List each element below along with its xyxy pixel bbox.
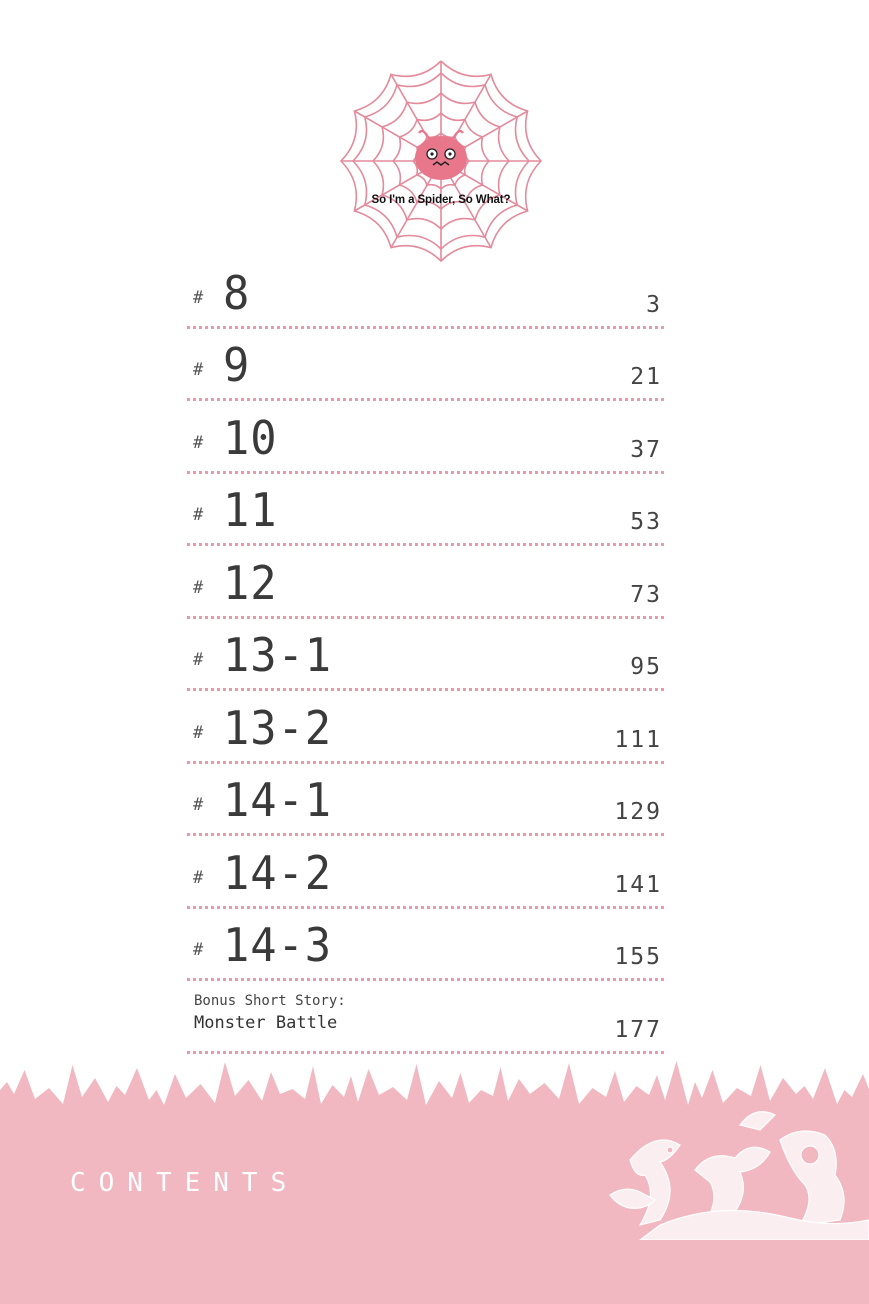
toc-row: [187, 619, 664, 692]
chapter-hash: #: [193, 287, 204, 308]
page-number: 129: [614, 799, 662, 825]
chapter-number: 11: [223, 483, 278, 537]
bonus-subtitle: Bonus Short Story:: [194, 993, 346, 1009]
chapter-hash: #: [193, 505, 204, 525]
page-number: 141: [614, 871, 662, 898]
toc-row: [187, 546, 664, 619]
chapter-hash: #: [193, 432, 204, 453]
bonus-title: Monster Battle: [194, 1013, 338, 1033]
page-number: 53: [630, 509, 662, 535]
chapter-hash: #: [193, 722, 204, 743]
toc-row-bonus: [187, 981, 664, 1054]
page-number: 21: [630, 364, 662, 390]
contents-heading: CONTENTS: [70, 1168, 300, 1198]
chapter-number: 14-1: [223, 773, 333, 827]
toc-row: [187, 909, 664, 982]
toc-row: [187, 401, 664, 474]
chapter-hash: #: [193, 650, 204, 670]
page-number: 177: [614, 1016, 662, 1043]
chapter-hash: #: [193, 577, 204, 598]
spider-face-icon: [415, 131, 467, 180]
chapter-hash: #: [193, 795, 204, 815]
toc-row: [187, 256, 664, 329]
page-number: 155: [614, 944, 662, 970]
chapter-hash: #: [193, 360, 204, 380]
page-number: 37: [630, 436, 662, 463]
table-of-contents: [187, 256, 664, 1054]
chapter-hash: #: [193, 867, 204, 888]
chapter-number: 12: [223, 555, 278, 610]
chapter-hash: #: [193, 940, 204, 960]
page-number: 73: [630, 581, 662, 608]
chapter-number: 14-2: [223, 845, 333, 900]
toc-row: [187, 691, 664, 764]
page-number: 3: [646, 291, 662, 318]
chapter-number: 10: [223, 410, 278, 465]
logo-title: So I'm a Spider, So What?: [371, 194, 511, 206]
toc-row: [187, 764, 664, 837]
toc-row: [187, 329, 664, 402]
page-number: 111: [614, 726, 662, 753]
chapter-number: 13-1: [223, 628, 333, 682]
spider-web-icon: [335, 55, 547, 267]
chapter-number: 13-2: [223, 700, 333, 755]
page-number: 95: [630, 654, 662, 680]
monster-silhouette-icon: [600, 1100, 869, 1240]
chapter-number: 9: [223, 338, 251, 392]
chapter-number: 8: [223, 265, 251, 320]
toc-row: [187, 474, 664, 547]
chapter-number: 14-3: [223, 918, 333, 972]
toc-row: [187, 836, 664, 909]
